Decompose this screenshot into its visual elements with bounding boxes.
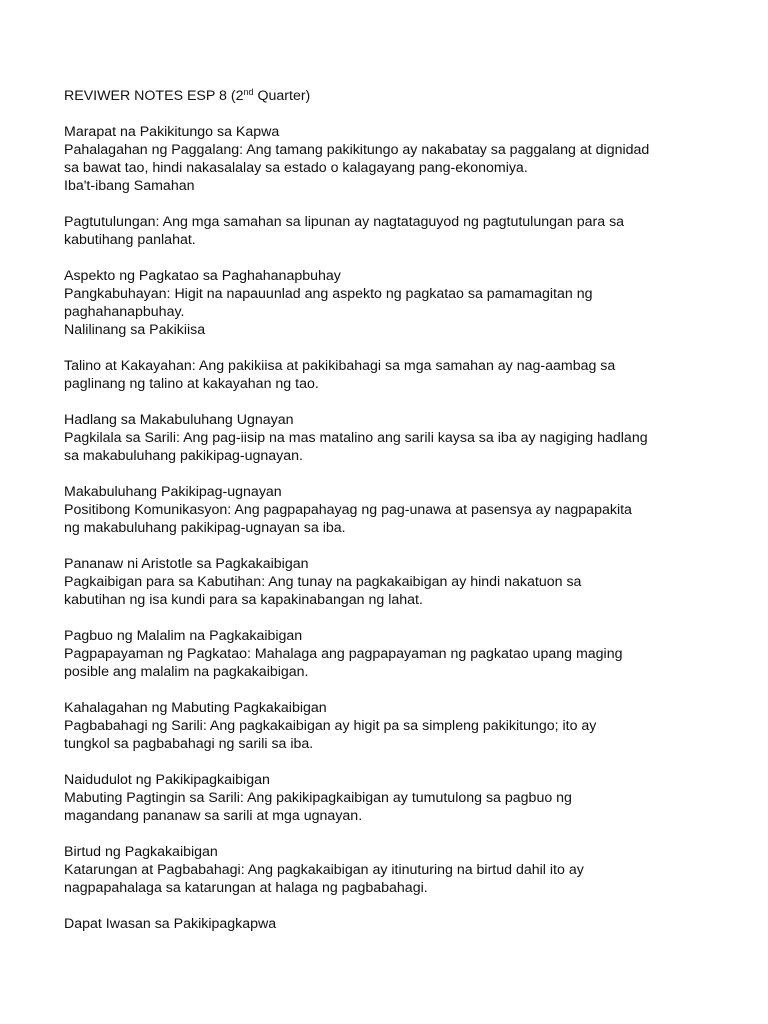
text-line: Mabuting Pagtingin sa Sarili: Ang pakikipagkaibigan ay tumutulong sa pagbuo ng (64, 790, 572, 806)
text-line: Hadlang sa Makabuluhang Ugnayan (64, 412, 294, 428)
document-title (64, 87, 668, 105)
text-line: Talino at Kakayahan: Ang pakikiisa at pakikibahagi sa mga samahan ay nag-aambag sa (64, 358, 616, 374)
text-line: Dapat Iwasan sa Pakikipagkapwa (64, 916, 277, 932)
section-block (64, 555, 668, 609)
section-block (64, 483, 668, 537)
section-block (64, 699, 668, 753)
text-line: paghahanapbuhay. (64, 304, 185, 320)
text-line: Pangkabuhayan: Higit na napauunlad ang aspekto ng pagkatao sa pamamagitan ng (64, 286, 593, 302)
section-block (64, 627, 668, 681)
title-prefix: REVIWER NOTES ESP 8 (2 (64, 88, 244, 104)
document-body (64, 123, 668, 933)
text-line: Birtud ng Pagkakaibigan (64, 844, 218, 860)
text-line: paglinang ng talino at kakayahan ng tao. (64, 376, 319, 392)
section-block (64, 843, 668, 897)
text-line: Nalilinang sa Pakikiisa (64, 322, 206, 338)
text-line: Katarungan at Pagbabahagi: Ang pagkakaibigan ay itinuturing na birtud dahil ito ay (64, 862, 584, 878)
text-line: tungkol sa pagbabahagi ng sarili sa iba. (64, 736, 314, 752)
text-line: Kahalagahan ng Mabuting Pagkakaibigan (64, 700, 327, 716)
text-line: Iba't-ibang Samahan (64, 178, 195, 194)
text-line: Pagbuo ng Malalim na Pagkakaibigan (64, 628, 303, 644)
text-line: sa makabuluhang pakikipag-ugnayan. (64, 448, 303, 464)
text-line: sa bawat tao, hindi nakasalalay sa estado o kalagayang pang-ekonomiya. (64, 160, 528, 176)
section-block (64, 123, 668, 195)
title-suffix: Quarter) (253, 88, 311, 104)
text-line: nagpapahalaga sa katarungan at halaga ng pagbabahagi. (64, 880, 428, 896)
text-line: Positibong Komunikasyon: Ang pagpapahayag ng pag-unawa at pasensya ay nagpapakita (64, 502, 632, 518)
text-line: Marapat na Pakikitungo sa Kapwa (64, 124, 280, 140)
text-line: Makabuluhang Pakikipag-ugnayan (64, 484, 282, 500)
section-block (64, 357, 668, 393)
text-line: Aspekto ng Pagkatao sa Paghahanapbuhay (64, 268, 341, 284)
text-line: magandang pananaw sa sarili at mga ugnayan. (64, 808, 363, 824)
text-line: Pananaw ni Aristotle sa Pagkakaibigan (64, 556, 309, 572)
text-line: Pagkaibigan para sa Kabutihan: Ang tunay na pagkakaibigan ay hindi nakatuon sa (64, 574, 582, 590)
text-line: posible ang malalim na pagkakaibigan. (64, 664, 309, 680)
text-line: Pahalagahan ng Paggalang: Ang tamang pakikitungo ay nakabatay sa paggalang at dignidad (64, 142, 650, 158)
section-block (64, 915, 668, 933)
text-line: Pagkilala sa Sarili: Ang pag-iisip na mas matalino ang sarili kaysa sa iba ay nagiging hadlang (64, 430, 648, 446)
text-line: Pagpapayaman ng Pagkatao: Mahalaga ang pagpapayaman ng pagkatao upang maging (64, 646, 623, 662)
section-block (64, 213, 668, 249)
text-line: Naidudulot ng Pakikipagkaibigan (64, 772, 270, 788)
text-line: ng makabuluhang pakikipag-ugnayan sa iba. (64, 520, 346, 536)
title-superscript: nd (243, 87, 254, 97)
section-block (64, 411, 668, 465)
section-block (64, 771, 668, 825)
text-line: Pagbabahagi ng Sarili: Ang pagkakaibigan ay higit pa sa simpleng pakikitungo; ito ay (64, 718, 597, 734)
text-line: kabutihan ng isa kundi para sa kapakinabangan ng lahat. (64, 592, 423, 608)
text-line: kabutihang panlahat. (64, 232, 196, 248)
section-block (64, 267, 668, 339)
text-line: Pagtutulungan: Ang mga samahan sa lipunan ay nagtataguyod ng pagtutulungan para sa (64, 214, 625, 230)
